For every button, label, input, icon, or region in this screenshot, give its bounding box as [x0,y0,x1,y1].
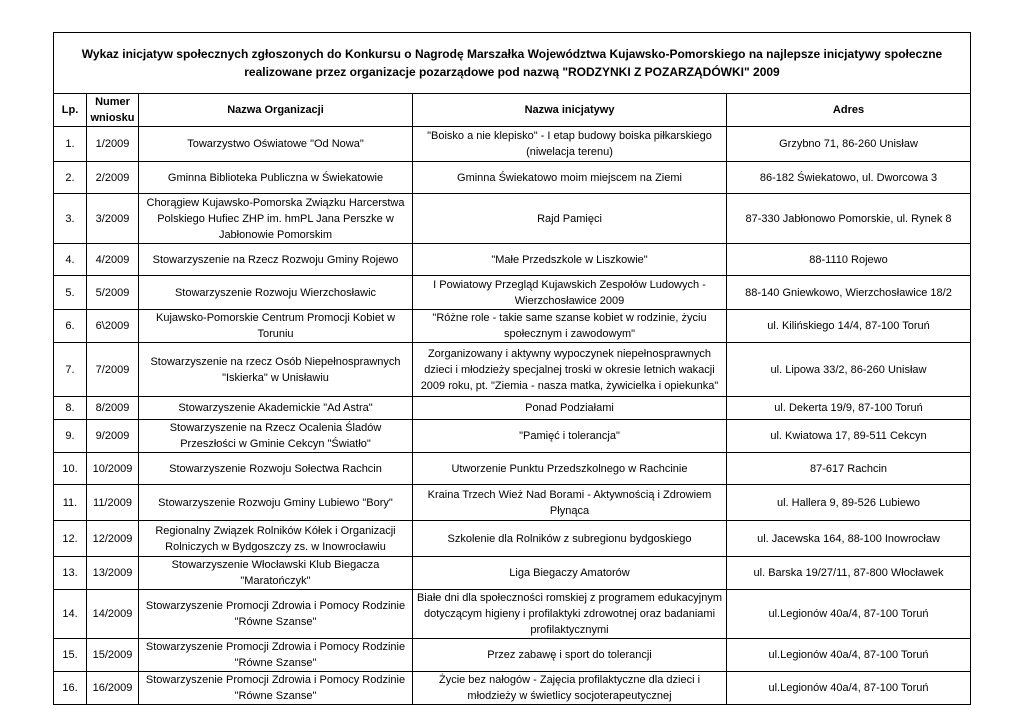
header-numer: Numer wniosku [87,94,139,127]
cell-lp: 5. [54,276,87,310]
cell-lp: 12. [54,521,87,557]
cell-adres: 88-140 Gniewkowo, Wierzchosławice 18/2 [727,276,971,310]
cell-inicjatywa: Przez zabawę i sport do tolerancji [413,639,727,672]
cell-inicjatywa: Utworzenie Punktu Przedszkolnego w Rachcinie [413,453,727,485]
cell-numer: 10/2009 [87,453,139,485]
table-row [54,557,971,590]
cell-adres: ul. Kilińskiego 14/4, 87-100 Toruń [727,310,971,343]
cell-adres: 87-330 Jabłonowo Pomorskie, ul. Rynek 8 [727,194,971,244]
cell-inicjatywa: "Małe Przedszkole w Liszkowie" [413,244,727,276]
cell-numer: 12/2009 [87,521,139,557]
cell-adres: ul. Lipowa 33/2, 86-260 Unisław [727,343,971,397]
cell-lp: 2. [54,162,87,194]
cell-inicjatywa: "Boisko a nie klepisko" - I etap budowy boiska piłkarskiego (niwelacja terenu) [413,127,727,162]
table-row [54,485,971,521]
cell-inicjatywa: Szkolenie dla Rolników z subregionu bydgoskiego [413,521,727,557]
cell-organizacja: Chorągiew Kujawsko-Pomorska Związku Harcerstwa Polskiego Hufiec ZHP im. hmPL Jana Perszke w Jabłonowie Pomorskim [139,194,413,244]
cell-inicjatywa: Ponad Podziałami [413,397,727,420]
cell-adres: ul. Dekerta 19/9, 87-100 Toruń [727,397,971,420]
cell-lp: 14. [54,590,87,639]
table-row [54,194,971,244]
cell-inicjatywa: Życie bez nałogów - Zajęcia profilaktyczne dla dzieci i młodzieży w świetlicy socjoterapeutycznej [413,672,727,705]
cell-numer: 13/2009 [87,557,139,590]
cell-adres: ul. Jacewska 164, 88-100 Inowrocław [727,521,971,557]
cell-organizacja: Stowarzyszenie na rzecz Osób Niepełnosprawnych "Iskierka" w Unisławiu [139,343,413,397]
table-row [54,310,971,343]
cell-numer: 5/2009 [87,276,139,310]
table-row [54,453,971,485]
cell-numer: 15/2009 [87,639,139,672]
cell-numer: 7/2009 [87,343,139,397]
cell-lp: 10. [54,453,87,485]
cell-numer: 3/2009 [87,194,139,244]
cell-organizacja: Stowarzyszenie Włocławski Klub Biegacza "Maratończyk" [139,557,413,590]
title-row [54,33,971,94]
cell-numer: 11/2009 [87,485,139,521]
cell-lp: 3. [54,194,87,244]
cell-lp: 6. [54,310,87,343]
cell-lp: 7. [54,343,87,397]
table-row [54,127,971,162]
table-row [54,521,971,557]
cell-inicjatywa: Gminna Świekatowo moim miejscem na Ziemi [413,162,727,194]
cell-lp: 4. [54,244,87,276]
document-sheet [53,32,970,705]
cell-organizacja: Stowarzyszenie Rozwoju Wierzchosławic [139,276,413,310]
cell-numer: 1/2009 [87,127,139,162]
header-row [54,94,971,127]
cell-adres: Grzybno 71, 86-260 Unisław [727,127,971,162]
cell-inicjatywa: Rajd Pamięci [413,194,727,244]
cell-adres: ul. Barska 19/27/11, 87-800 Włocławek [727,557,971,590]
cell-adres: ul. Hallera 9, 89-526 Lubiewo [727,485,971,521]
cell-organizacja: Regionalny Związek Rolników Kółek i Organizacji Rolniczych w Bydgoszczy zs. w Inowrocławiu [139,521,413,557]
cell-lp: 1. [54,127,87,162]
cell-adres: 87-617 Rachcin [727,453,971,485]
table-row [54,276,971,310]
cell-organizacja: Stowarzyszenie Promocji Zdrowia i Pomocy Rodzinie "Równe Szanse" [139,590,413,639]
header-lp: Lp. [54,94,87,127]
cell-adres: ul.Legionów 40a/4, 87-100 Toruń [727,672,971,705]
table-row [54,343,971,397]
cell-numer: 8/2009 [87,397,139,420]
table-row [54,420,971,453]
header-organizacja: Nazwa Organizacji [139,94,413,127]
initiatives-table [53,32,971,705]
cell-adres: ul.Legionów 40a/4, 87-100 Toruń [727,639,971,672]
cell-numer: 14/2009 [87,590,139,639]
table-row [54,244,971,276]
cell-lp: 9. [54,420,87,453]
cell-lp: 11. [54,485,87,521]
cell-numer: 9/2009 [87,420,139,453]
table-row [54,639,971,672]
cell-inicjatywa: "Różne role - takie same szanse kobiet w rodzinie, życiu społecznym i zawodowym" [413,310,727,343]
cell-organizacja: Towarzystwo Oświatowe "Od Nowa" [139,127,413,162]
table-row [54,162,971,194]
table-row [54,590,971,639]
table-row [54,397,971,420]
document-title: Wykaz inicjatyw społecznych zgłoszonych do Konkursu o Nagrodę Marszałka Województwa Kujawsko-Pomorskiego na najlepsze inicjatywy społeczne realizowane przez organizacje pozarządowe pod nazwą "RODZYNKI Z POZARZĄDÓWKI" 2009 [54,33,971,94]
cell-adres: ul. Kwiatowa 17, 89-511 Cekcyn [727,420,971,453]
cell-lp: 15. [54,639,87,672]
cell-numer: 16/2009 [87,672,139,705]
cell-organizacja: Gminna Biblioteka Publiczna w Świekatowie [139,162,413,194]
cell-organizacja: Stowarzyszenie Akademickie "Ad Astra" [139,397,413,420]
cell-inicjatywa: Białe dni dla społeczności romskiej z programem edukacyjnym dotyczącym higieny i profilaktyki zdrowotnej oraz badaniami profilaktycznymi [413,590,727,639]
cell-lp: 13. [54,557,87,590]
cell-organizacja: Stowarzyszenie na Rzecz Rozwoju Gminy Rojewo [139,244,413,276]
cell-organizacja: Stowarzyszenie Promocji Zdrowia i Pomocy Rodzinie "Równe Szanse" [139,672,413,705]
cell-numer: 2/2009 [87,162,139,194]
cell-inicjatywa: Kraina Trzech Wież Nad Borami - Aktywnością i Zdrowiem Płynąca [413,485,727,521]
cell-organizacja: Stowarzyszenie Rozwoju Sołectwa Rachcin [139,453,413,485]
cell-numer: 4/2009 [87,244,139,276]
cell-inicjatywa: Liga Biegaczy Amatorów [413,557,727,590]
cell-organizacja: Kujawsko-Pomorskie Centrum Promocji Kobiet w Toruniu [139,310,413,343]
header-inicjatywa: Nazwa inicjatywy [413,94,727,127]
cell-organizacja: Stowarzyszenie Promocji Zdrowia i Pomocy Rodzinie "Równe Szanse" [139,639,413,672]
table-body [54,127,971,705]
cell-adres: 88-1110 Rojewo [727,244,971,276]
cell-organizacja: Stowarzyszenie Rozwoju Gminy Lubiewo "Bory" [139,485,413,521]
cell-inicjatywa: I Powiatowy Przegląd Kujawskich Zespołów Ludowych - Wierzchosławice 2009 [413,276,727,310]
cell-numer: 6\2009 [87,310,139,343]
cell-inicjatywa: Zorganizowany i aktywny wypoczynek niepełnosprawnych dzieci i młodzieży specjalnej troski w okresie letnich wakacji 2009 roku, pt. "Ziemia - nasza matka, żywicielka i opiekunka" [413,343,727,397]
cell-organizacja: Stowarzyszenie na Rzecz Ocalenia Śladów Przeszłości w Gminie Cekcyn "Światło" [139,420,413,453]
cell-adres: 86-182 Świekatowo, ul. Dworcowa 3 [727,162,971,194]
table-row [54,672,971,705]
header-adres: Adres [727,94,971,127]
cell-lp: 8. [54,397,87,420]
cell-adres: ul.Legionów 40a/4, 87-100 Toruń [727,590,971,639]
cell-lp: 16. [54,672,87,705]
cell-inicjatywa: "Pamięć i tolerancja" [413,420,727,453]
